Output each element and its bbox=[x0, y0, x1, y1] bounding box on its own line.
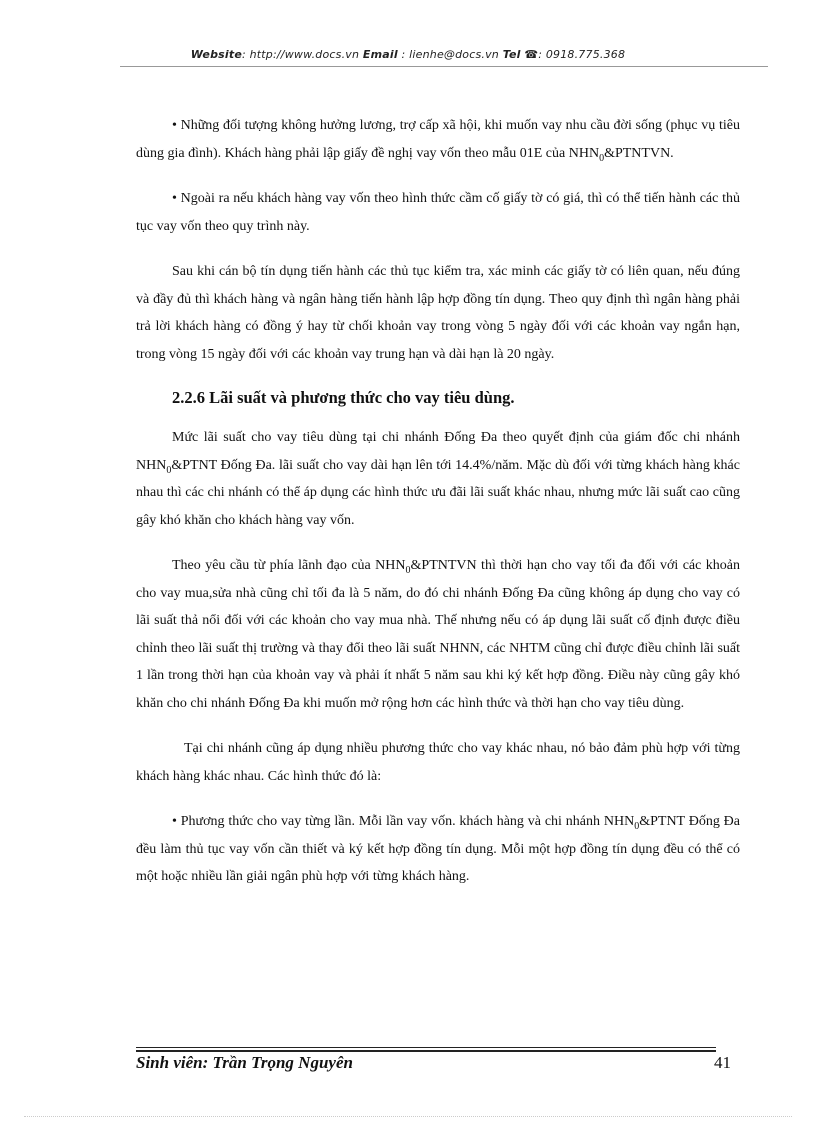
footer-rule-thin bbox=[136, 1047, 716, 1048]
footer-rule-thick bbox=[136, 1050, 716, 1052]
paragraph-1: • Những đối tượng không hưởng lương, trợ cấp xã hội, khi muốn vay nhu cầu đời sống (phục vụ tiêu dùng gia đình). Khách hàng phải lập giấy đề nghị vay vốn theo mẫu 01E của $NHN_0\&PTNTVN$. bbox=[136, 118, 740, 164]
email-label: Email bbox=[362, 48, 398, 61]
header-rule bbox=[120, 66, 768, 67]
email-address[interactable]: : lienhe@docs.vn bbox=[401, 48, 499, 61]
website-label: Website bbox=[190, 48, 242, 61]
tel-label: Tel bbox=[502, 48, 521, 61]
paragraph-7: • Phương thức cho vay từng lần. Mỗi lần vay vốn. khách hàng và chi nhánh $NHN_0\&PTNT$ Đống Đa đều làm thủ tục vay vốn cần thiết và ký kết hợp đồng tín dụng. Mỗi một hợp đồng tín dụng đều có thể có một hoặc nhiều lần giải ngân phù hợp với từng khách hàng. bbox=[136, 814, 740, 884]
paragraph-6: Tại chi nhánh cũng áp dụng nhiều phương thức cho vay khác nhau, nó bảo đảm phù hợp với từng khách hàng khác nhau. Các hình thức đó là: bbox=[136, 741, 740, 784]
section-heading: 2.2.6 Lãi suất và phương thức cho vay tiêu dùng. bbox=[172, 388, 515, 407]
page-bottom-border bbox=[24, 1116, 792, 1117]
paragraph-2: • Ngoài ra nếu khách hàng vay vốn theo hình thức cầm cố giấy tờ có giá, thì có thể tiến hành các thủ tục vay vốn theo quy trình này. bbox=[136, 191, 740, 234]
page-content bbox=[136, 112, 740, 909]
phone-number: : 0918.775.368 bbox=[538, 48, 626, 61]
page-number: 41 bbox=[714, 1053, 731, 1072]
footer-author: Sinh viên: Trần Trọng Nguyên bbox=[136, 1053, 353, 1072]
phone-icon: ☎ bbox=[524, 48, 539, 61]
paragraph-3: Sau khi cán bộ tín dụng tiến hành các thủ tục kiểm tra, xác minh các giấy tờ có liên quan, nếu đúng và đầy đủ thì khách hàng và ngân hàng tiến hành lập hợp đồng tín dụng. Theo quy định thì ngân hàng phải trả lời khách hàng có đồng ý hay từ chối khoản vay trong vòng 5 ngày đối với các khoản vay ngắn hạn, trong vòng 15 ngày đối với các khoản vay trung hạn và dài hạn là 20 ngày. bbox=[136, 264, 740, 362]
website-url[interactable]: : http://www.docs.vn bbox=[242, 48, 360, 61]
paragraph-5: Theo yêu cầu từ phía lãnh đạo của $NHN_0\&PTNTVN$ thì thời hạn cho vay tối đa đối với các khoản cho vay mua,sửa nhà cũng chỉ tối đa là 5 năm, do đó chi nhánh Đống Đa cũng không áp dụng cho vay có lãi suất thả nổi đối với các khoản cho vay mua nhà. Thế nhưng nếu có áp dụng lãi suất cố định được điều chỉnh theo lãi suất thị trường và thay đổi theo lãi suất NHNN, các NHTM cũng chỉ được điều chỉnh lãi suất 1 lần trong thời hạn của khoản vay và phải ít nhất 5 năm sau khi ký kết hợp đồng. Điều này cũng gây khó khăn cho chi nhánh Đống Đa khi muốn mở rộng hơn các hình thức và thời hạn cho vay tiêu dùng. bbox=[136, 558, 740, 711]
paragraph-4: Mức lãi suất cho vay tiêu dùng tại chi nhánh Đống Đa theo quyết định của giám đốc chi nhánh $NHN_0\&PTNT$ Đống Đa. lãi suất cho vay dài hạn lên tới 14.4%/năm. Mặc dù đối với từng khách hàng khác nhau thì các chi nhánh có thể áp dụng các hình thức ưu đãi lãi suất khác nhau, nhưng mức lãi suất cao cũng gây khó khăn cho khách hàng vay vốn. bbox=[136, 430, 740, 528]
page-header bbox=[0, 48, 816, 61]
